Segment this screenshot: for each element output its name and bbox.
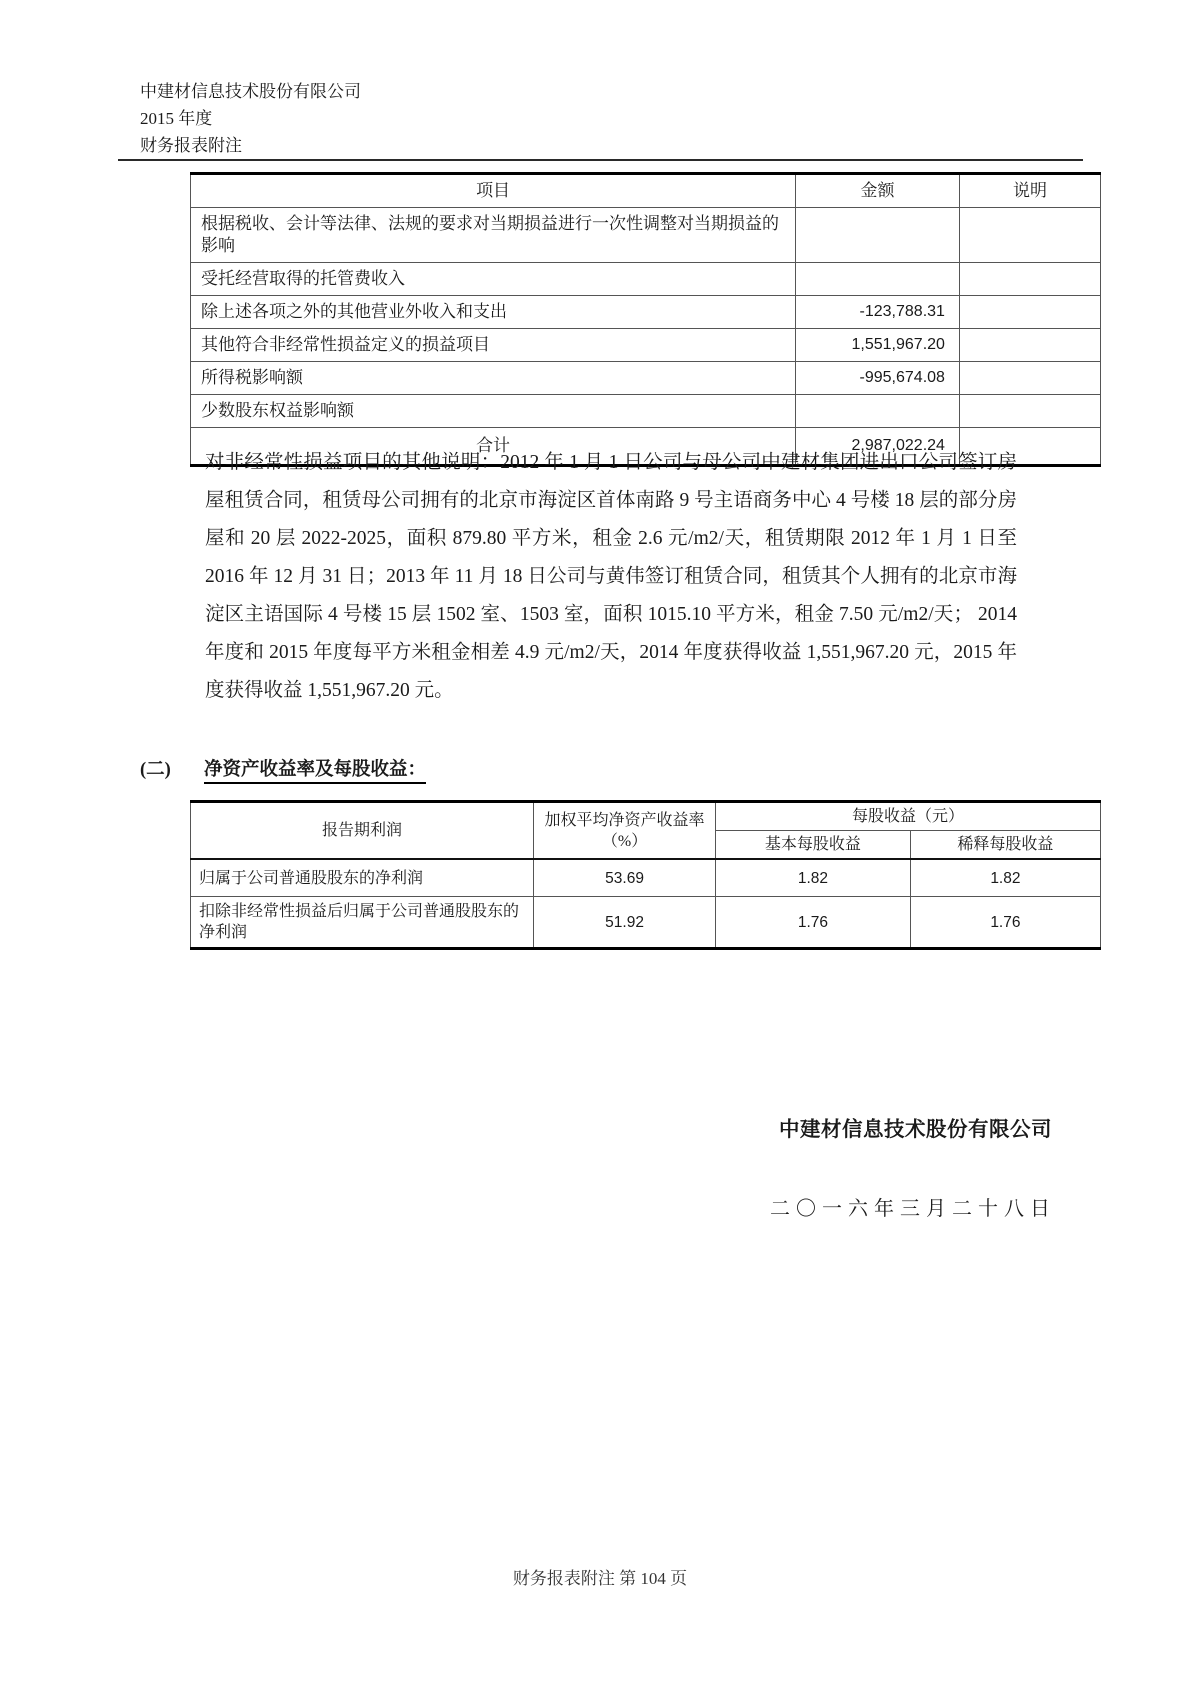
total-label-cell: 合计 (191, 428, 796, 466)
section-heading (140, 755, 426, 781)
note-cell (959, 329, 1100, 362)
item-cell: 少数股东权益影响额 (191, 395, 796, 428)
page-footer: 财务报表附注 第 104 页 (512, 1569, 688, 1588)
item-cell: 受托经营取得的托管费收入 (191, 263, 796, 296)
note-cell (959, 362, 1100, 395)
profit-item-cell: 归属于公司普通股股东的净利润 (191, 859, 534, 897)
item-cell: 所得税影响额 (191, 362, 796, 395)
note-cell (959, 208, 1100, 263)
amount-cell: -995,674.08 (796, 362, 960, 395)
signature-date: 二〇一六年三月二十八日 (770, 1198, 1056, 1220)
table-row (191, 296, 1101, 329)
basic-eps-value-cell: 1.82 (716, 859, 911, 897)
item-cell: 其他符合非经常性损益定义的损益项目 (191, 329, 796, 362)
column-header-weighted-roe: 加权平均净资产收益率（%） (534, 802, 716, 860)
column-header-basic-eps: 基本每股收益 (716, 831, 911, 860)
column-header-item: 项目 (191, 174, 796, 208)
table-row (191, 329, 1101, 362)
signature-company-name: 中建材信息技术股份有限公司 (779, 1119, 1052, 1141)
header-fiscal-year: 2015 年度 (140, 109, 213, 128)
column-group-header-eps: 每股收益（元） (716, 802, 1101, 831)
total-amount-cell: 2,987,022.24 (796, 428, 960, 466)
section-title: 净资产收益率及每股收益： (204, 760, 426, 784)
amount-cell (796, 208, 960, 263)
note-cell (959, 395, 1100, 428)
header-divider-line (118, 159, 1083, 161)
header-doc-title: 财务报表附注 (140, 136, 242, 155)
basic-eps-value-cell: 1.76 (716, 897, 911, 949)
amount-cell: -123,788.31 (796, 296, 960, 329)
table-row (191, 897, 1101, 949)
section-number: (二) (140, 760, 171, 780)
roe-eps-table (190, 800, 1101, 950)
table-row (191, 362, 1101, 395)
table-header-row (191, 174, 1101, 208)
column-header-amount: 金额 (796, 174, 960, 208)
column-header-diluted-eps: 稀释每股收益 (910, 831, 1100, 860)
item-cell: 除上述各项之外的其他营业外收入和支出 (191, 296, 796, 329)
non-recurring-items-table (190, 172, 1101, 467)
amount-cell (796, 263, 960, 296)
header-company-name: 中建材信息技术股份有限公司 (140, 82, 361, 101)
amount-cell: 1,551,967.20 (796, 329, 960, 362)
diluted-eps-value-cell: 1.76 (910, 897, 1100, 949)
table-row (191, 208, 1101, 263)
item-cell: 根据税收、会计等法律、法规的要求对当期损益进行一次性调整对当期损益的影响 (191, 208, 796, 263)
diluted-eps-value-cell: 1.82 (910, 859, 1100, 897)
amount-cell (796, 395, 960, 428)
non-recurring-items-explanation: 对非经常性损益项目的其他说明：2012 年 1 月 1 日公司与母公司中建材集团进出口公司签订房屋租赁合同，租赁母公司拥有的北京市海淀区首体南路 9 号主语商务中心 4 号楼 18 层的部分房屋和 20 层 2022-2025，面积 879.80 平方米，租金 2.6 元/m2/天，租赁期限 2012 年 1 月 1 日至 2016 年 12 月 31 日；2013 年 11 月 18 日公司与黄伟签订租赁合同，租赁其个人拥有的北京市海淀区主语国际 4 号楼 15 层 1502 室、1503 室，面积 1015.10 平方米，租金 7.50 元/m2/天； 2014 年度和 2015 年度每平方米租金相差 4.9 元/m2/天，2014 年度获得收益 1,551,967.20 元，2015 年度获得收益 1,551,967.20 元。 (205, 452, 1017, 701)
table-row (191, 859, 1101, 897)
column-header-profit-period: 报告期利润 (191, 802, 534, 860)
profit-item-cell: 扣除非经常性损益后归属于公司普通股股东的净利润 (191, 897, 534, 949)
note-cell (959, 296, 1100, 329)
table-row (191, 395, 1101, 428)
note-cell (959, 263, 1100, 296)
roe-value-cell: 51.92 (534, 897, 716, 949)
table-row (191, 263, 1101, 296)
document-header (140, 78, 361, 159)
table-header-row-1 (191, 802, 1101, 831)
roe-value-cell: 53.69 (534, 859, 716, 897)
column-header-note: 说明 (959, 174, 1100, 208)
